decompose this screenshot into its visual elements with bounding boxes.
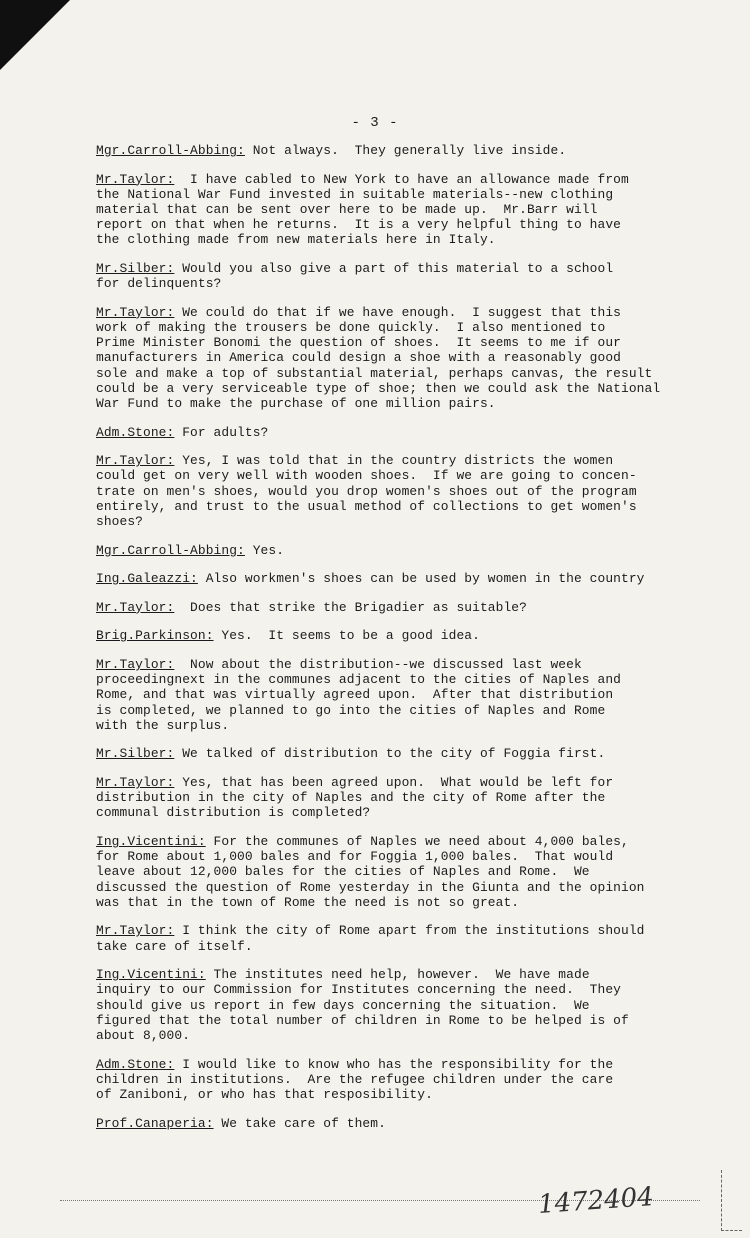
handwritten-mark: 1472404 — [537, 1181, 655, 1221]
transcript-paragraph — [96, 143, 726, 158]
scan-edge-mark — [721, 1170, 742, 1231]
transcript-paragraph — [96, 305, 726, 411]
speaker-name: Mgr.Carroll-Abbing: — [96, 143, 245, 158]
speaker-name: Adm.Stone: — [96, 1056, 175, 1072]
speech-text: For adults? — [174, 424, 269, 440]
speaker-name: Mr.Taylor: — [96, 656, 175, 672]
speech-text: We talked of distribution to the city of Foggia first. — [174, 746, 606, 762]
transcript-paragraph — [96, 172, 726, 248]
transcript-paragraph — [96, 967, 726, 1043]
speaker-name: Mr.Taylor: — [96, 599, 175, 615]
speaker-name: Ing.Vicentini: — [96, 967, 206, 983]
speech-text: Also workmen's shoes can be used by women in the country — [197, 571, 645, 587]
transcript-paragraph — [96, 657, 726, 733]
scan-corner — [0, 0, 70, 70]
transcript-paragraph — [96, 775, 726, 821]
speaker-name: Mr.Taylor: — [96, 304, 175, 320]
speaker-name: Adm.Stone: — [96, 424, 175, 440]
speech-text: Yes. It seems to be a good idea. — [213, 628, 480, 644]
speaker-name: Mr.Taylor: — [96, 453, 175, 469]
speaker-name: Mr.Silber: — [96, 746, 175, 762]
transcript-paragraph — [96, 923, 726, 953]
speech-text: Yes, I was told that in the country districts the women could get on very well with wooden shoes. If we are going to concen- trate on men's shoes, would you drop women's shoes out of the program entirely, and trust to the usual method of collections to get women's shoes? — [96, 453, 637, 530]
speech-text: I think the city of Rome apart from the institutions should take care of itself. — [96, 923, 645, 954]
speaker-name: Mr.Taylor: — [96, 923, 175, 939]
speaker-name: Mr.Silber: — [96, 261, 175, 276]
speech-text: Not always. They generally live inside. — [244, 143, 567, 158]
transcript-paragraph — [96, 425, 726, 440]
speaker-name: Ing.Galeazzi: — [96, 571, 198, 587]
speaker-name: Mr.Taylor: — [96, 774, 175, 790]
speaker-name: Mr.Taylor: — [96, 171, 175, 187]
speaker-name: Mgr.Carroll-Abbing: — [96, 542, 245, 558]
page-number: - 3 - — [351, 115, 399, 131]
speaker-name: Brig.Parkinson: — [96, 628, 214, 644]
speaker-name: Prof.Canaperia: — [96, 1115, 214, 1131]
speech-text: We could do that if we have enough. I suggest that this work of making the trousers be done quickly. I also mentioned to Prime Minister Bonomi the question of shoes. It seems to me if our manufacturers in America could design a shoe with a reasonably good sole and make a top of substantial material, perhaps canvas, the result could be a very serviceable type of shoe; then we could ask the National War Fund to make the purchase of one million pairs. — [96, 304, 661, 412]
speech-text: Yes, that has been agreed upon. What would be left for distribution in the city of Naples and the city of Rome after the communal distribution is completed? — [96, 774, 614, 821]
speech-text: Yes. — [244, 542, 285, 558]
transcript-paragraph — [96, 600, 726, 615]
transcript-paragraph — [96, 571, 726, 586]
speech-text: I would like to know who has the responsibility for the children in institutions. Are the refugee children under the care of Zaniboni, or who has that resposibility. — [96, 1056, 614, 1102]
transcript-paragraph — [96, 261, 726, 291]
speech-text: For the communes of Naples we need about 4,000 bales, for Rome about 1,000 bales and for Foggia 1,000 bales. That would leave about 12,000 bales for the cities of Naples and Rome. We discussed the question of Rome yesterday in the Giunta and the opinion was that in the town of Rome the need is not so great. — [96, 833, 645, 910]
speaker-name: Ing.Vicentini: — [96, 833, 206, 849]
speech-text: The institutes need help, however. We have made inquiry to our Commission for Institutes concerning the need. They should give us report in few days concerning the situation. We figured that the total number of children in Rome to be helped is of about 8,000. — [96, 967, 629, 1043]
transcript-paragraph — [96, 746, 726, 761]
transcript — [96, 143, 726, 1144]
transcript-paragraph — [96, 543, 726, 558]
transcript-paragraph — [96, 1057, 726, 1103]
speech-text: I have cabled to New York to have an allowance made from the National War Fund invested in suitable materials--new clothing material that can be sent over here to be made up. Mr.Barr will report on that when he returns. It is a very helpful thing to have the clothing made from new materials here in Italy. — [96, 171, 629, 248]
transcript-paragraph — [96, 834, 726, 910]
speech-text: We take care of them. — [213, 1115, 386, 1131]
speech-text: Would you also give a part of this material to a school for delinquents? — [96, 261, 614, 292]
speech-text: Now about the distribution--we discussed last week proceedingnext in the communes adjacent to the cities of Naples and Rome, and that was virtually agreed upon. After that distribution is completed, we planned to go into the cities of Naples and Rome with the surplus. — [96, 656, 621, 733]
transcript-paragraph — [96, 1116, 726, 1131]
transcript-paragraph — [96, 628, 726, 643]
speech-text: Does that strike the Brigadier as suitable? — [174, 599, 527, 615]
transcript-paragraph — [96, 453, 726, 529]
